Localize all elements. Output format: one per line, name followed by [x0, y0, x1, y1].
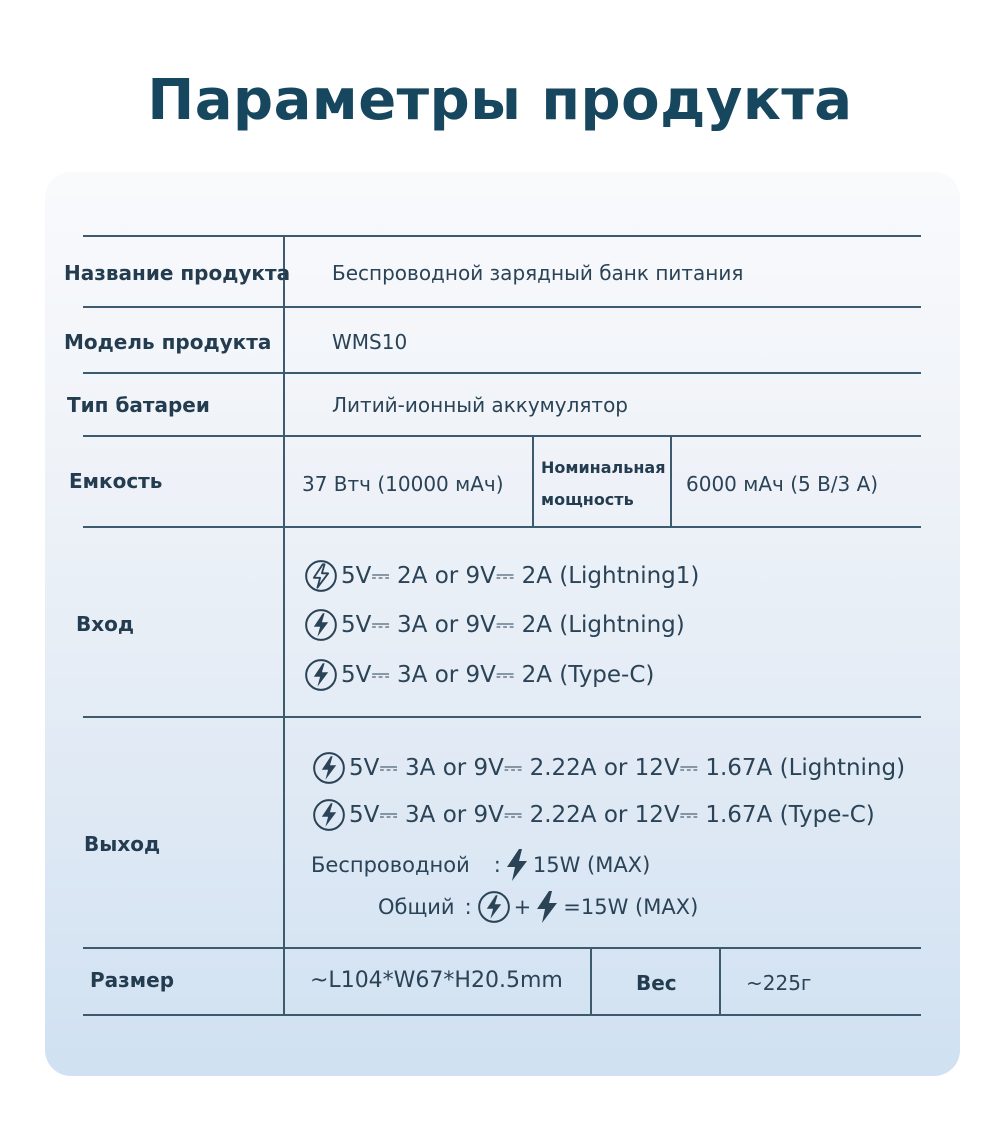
- input-spec-line: 5V⎓ 3A or 9V⎓ 2A (Lightning): [303, 607, 685, 643]
- table-rule: [83, 372, 921, 374]
- product-model-value: WMS10: [332, 330, 408, 354]
- weight-label: Вес: [636, 971, 677, 995]
- capacity-value: 37 Втч (10000 мАч): [302, 472, 504, 496]
- product-model-label: Модель продукта: [64, 330, 272, 354]
- wireless-output-value: 15W (MAX): [532, 853, 651, 877]
- wireless-output-label: Беспроводной: [311, 853, 470, 877]
- table-rule: [83, 947, 921, 949]
- lightning-circle-icon: [476, 889, 512, 925]
- column-divider: [590, 947, 592, 1015]
- rated-capacity-label: мощность: [541, 490, 634, 509]
- table-rule: [83, 716, 921, 718]
- battery-type-label: Тип батареи: [67, 393, 210, 417]
- wireless-output-line: Беспроводной : 15W (MAX): [311, 848, 650, 882]
- table-rule: [83, 306, 921, 308]
- input-spec-line: 5V⎓ 3A or 9V⎓ 2A (Type-C): [303, 657, 654, 693]
- lightning-circle-icon: [303, 558, 339, 594]
- column-divider: [283, 235, 285, 1015]
- rated-capacity-label: Номинальная: [541, 458, 666, 477]
- capacity-label: Емкость: [69, 469, 163, 493]
- column-divider: [670, 435, 672, 527]
- total-output-label: Общий: [378, 895, 455, 919]
- lightning-bolt-icon: [504, 848, 530, 882]
- output-spec-line: 5V⎓ 3A or 9V⎓ 2.22A or 12V⎓ 1.67A (Lightning): [311, 750, 905, 786]
- table-rule: [83, 1014, 921, 1016]
- total-output-value: =15W (MAX): [563, 895, 699, 919]
- lightning-circle-icon: [311, 750, 347, 786]
- lightning-circle-icon: [311, 797, 347, 833]
- page-title: Параметры продукта: [147, 68, 853, 133]
- output-spec-line: 5V⎓ 3A or 9V⎓ 2.22A or 12V⎓ 1.67A (Type-C): [311, 797, 875, 833]
- total-output-line: Общий : + =15W (MAX): [378, 889, 698, 925]
- product-name-label: Название продукта: [64, 261, 291, 285]
- column-divider: [532, 435, 534, 527]
- input-label: Вход: [76, 612, 135, 636]
- rated-capacity-value: 6000 мАч (5 В/3 А): [686, 472, 879, 496]
- lightning-circle-icon: [303, 657, 339, 693]
- size-label: Размер: [90, 968, 175, 992]
- lightning-circle-icon: [303, 607, 339, 643]
- table-rule: [83, 235, 921, 237]
- weight-value: ~225г: [746, 971, 812, 995]
- product-name-value: Беспроводной зарядный банк питания: [332, 261, 744, 285]
- size-value: ~L104*W67*H20.5mm: [310, 968, 563, 993]
- table-rule: [83, 435, 921, 437]
- output-label: Выход: [84, 832, 161, 856]
- lightning-bolt-icon: [534, 890, 560, 924]
- battery-type-value: Литий-ионный аккумулятор: [332, 393, 629, 417]
- column-divider: [719, 947, 721, 1015]
- table-rule: [83, 526, 921, 528]
- input-spec-line: 5V⎓ 2A or 9V⎓ 2A (Lightning1): [303, 558, 699, 594]
